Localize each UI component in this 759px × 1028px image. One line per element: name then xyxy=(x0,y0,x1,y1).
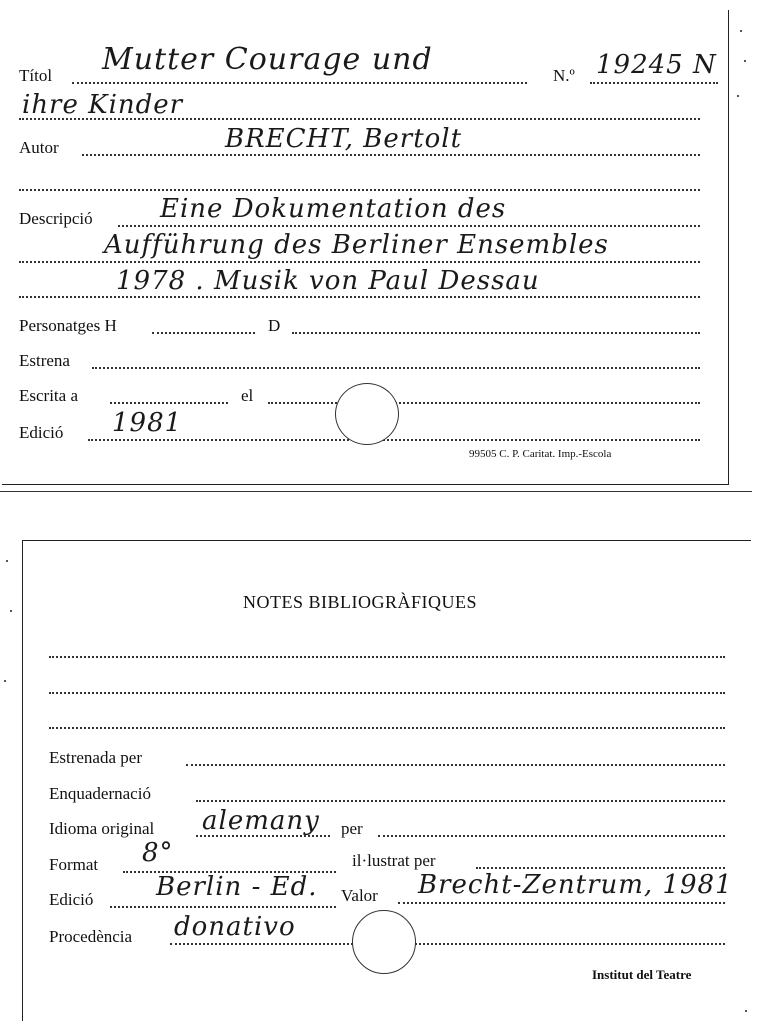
description-dotted-line-2 xyxy=(19,261,700,263)
scan-speck xyxy=(745,1010,747,1012)
scan-speck xyxy=(10,610,12,612)
title-handwritten-line1: Mutter Courage und xyxy=(102,42,433,77)
edition-dotted-line xyxy=(88,439,700,441)
characters-h-dotted-line xyxy=(152,332,255,334)
institution-footer: Institut del Teatre xyxy=(592,967,692,982)
title-handwritten-line2: ihre Kinder xyxy=(22,90,184,120)
edition-handwritten: 1981 xyxy=(112,408,183,438)
translated-by-dotted-line xyxy=(378,835,725,837)
binding-label: Enquadernació xyxy=(49,784,151,803)
premiered-by-dotted-line xyxy=(186,764,725,766)
premiere-label: Estrena xyxy=(19,351,70,370)
characters-d-label: D xyxy=(268,316,281,335)
edition-label: Edició xyxy=(19,423,64,442)
value-dotted-line xyxy=(398,902,725,904)
description-dotted-line xyxy=(118,225,700,227)
author-dotted-line-2 xyxy=(19,189,700,191)
original-language-handwritten: alemany xyxy=(202,806,320,836)
format-handwritten: 8° xyxy=(142,838,174,868)
translated-by-label: per xyxy=(341,819,363,838)
author-dotted-line xyxy=(82,154,700,156)
edition-handwritten-2: Berlin - Ed. xyxy=(156,872,318,902)
punch-hole xyxy=(335,383,399,445)
written-in-label: Escrita a xyxy=(19,386,78,405)
number-dotted-line xyxy=(590,82,718,84)
author-handwritten: BRECHT, Bertolt xyxy=(225,124,463,154)
written-on-dotted-line xyxy=(268,402,700,404)
cards-separator xyxy=(0,491,752,492)
provenance-handwritten: donativo xyxy=(174,912,296,942)
written-on-label: el xyxy=(241,386,254,405)
edition-label-2: Edició xyxy=(49,890,94,909)
value-handwritten: Brecht-Zentrum, 1981 xyxy=(418,870,733,900)
value-label: Valor xyxy=(341,886,378,905)
scan-speck xyxy=(6,560,8,562)
scan-speck xyxy=(737,95,739,97)
printer-imprint: 99505 C. P. Caritat. Imp.-Escola xyxy=(469,448,612,460)
provenance-label: Procedència xyxy=(49,927,133,946)
description-handwritten-line2: Aufführung des Berliner Ensembles xyxy=(104,230,609,260)
title-dotted-line xyxy=(72,82,527,84)
scan-speck xyxy=(740,30,742,32)
premiere-dotted-line xyxy=(92,367,700,369)
notes-dotted-line-2 xyxy=(49,692,725,694)
notes-heading: NOTES BIBLIOGRÀFIQUES xyxy=(243,592,478,612)
illustrated-by-dotted-line xyxy=(476,867,725,869)
author-label: Autor xyxy=(19,138,59,157)
notes-dotted-line-1 xyxy=(49,656,725,658)
description-handwritten-line3: 1978 . Musik von Paul Dessau xyxy=(116,266,540,296)
edition-dotted-line-2 xyxy=(110,906,336,908)
notes-dotted-line-3 xyxy=(49,727,725,729)
number-label: N.º xyxy=(553,66,575,85)
title-label: Títol xyxy=(19,66,53,85)
scan-speck xyxy=(744,60,746,62)
premiered-by-label: Estrenada per xyxy=(49,748,142,767)
punch-hole-2 xyxy=(352,910,416,974)
description-label: Descripció xyxy=(19,209,93,228)
characters-d-dotted-line xyxy=(292,332,700,334)
description-handwritten-line1: Eine Dokumentation des xyxy=(160,194,507,224)
original-language-label: Idioma original xyxy=(49,819,155,838)
binding-dotted-line xyxy=(196,800,725,802)
format-label: Format xyxy=(49,855,99,874)
number-handwritten: 19245 N xyxy=(596,50,717,80)
written-in-dotted-line xyxy=(110,402,228,404)
characters-label: Personatges H xyxy=(19,316,117,335)
illustrated-by-label: il·lustrat per xyxy=(352,851,436,870)
provenance-dotted-line xyxy=(170,943,725,945)
description-dotted-line-3 xyxy=(19,296,700,298)
scan-speck xyxy=(4,680,6,682)
